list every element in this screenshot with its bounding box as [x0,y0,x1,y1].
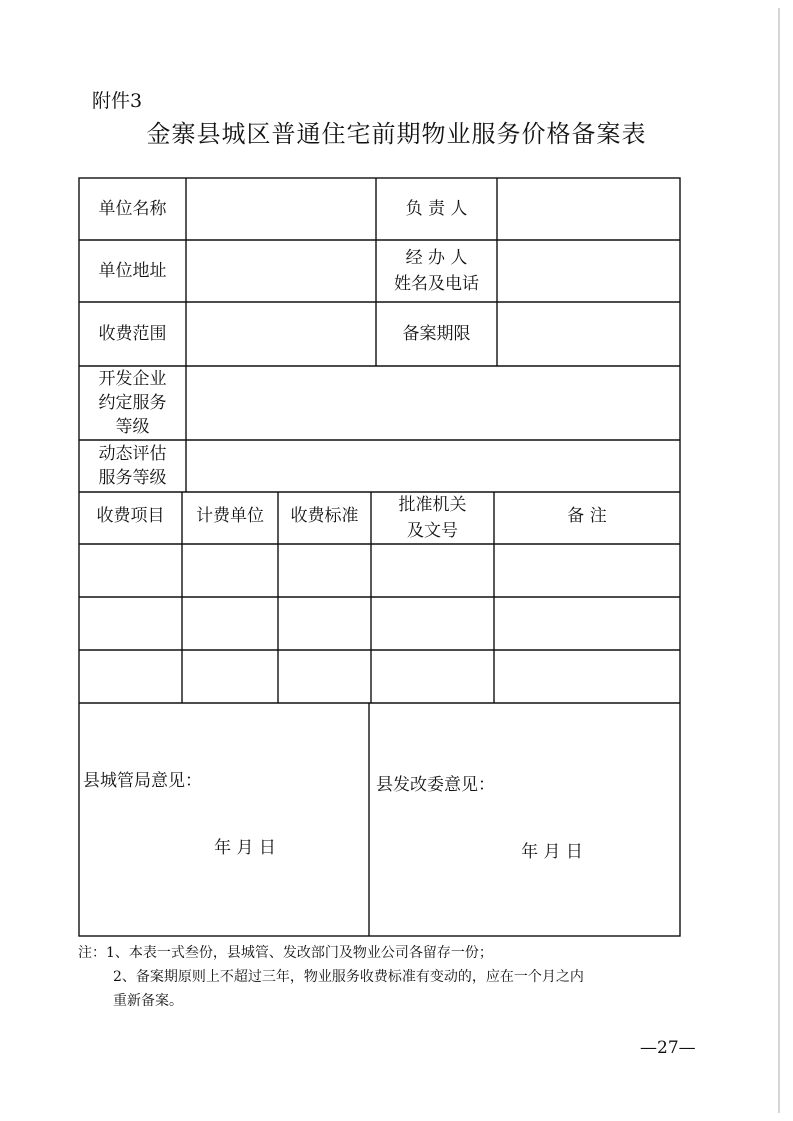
unit-address-label: 单位地址 [98,261,167,281]
handler-label-line1: 经 办 人 [405,248,468,268]
dynamic-service-level-label [79,440,186,492]
note-line-2: 2、备案期原则上不超过三年，物业服务收费标准有变动的，应在一个月之内 [113,969,584,985]
fee-scope-label: 收费范围 [98,324,167,344]
developer-service-level-label [79,366,186,440]
filing-period-field[interactable] [497,302,680,366]
table-row[interactable] [79,597,680,650]
note-line-3: 重新备案。 [113,993,183,1009]
note-line-1: 注：1、本表一式叁份，县城管、发改部门及物业公司各留存一份； [78,945,493,961]
handler-label-line2: 姓名及电话 [394,274,479,294]
developer-level-line1: 开发企业 [98,369,167,389]
developer-level-line3: 等级 [115,417,150,437]
column-header-standard: 收费标准 [290,506,359,526]
handler-label [376,240,497,302]
dynamic-level-line1: 动态评估 [98,444,167,464]
page-title: 金寨县城区普通住宅前期物业服务价格备案表 [146,120,647,148]
person-in-charge-label: 负 责 人 [405,199,468,219]
date-right: 年 月 日 [521,842,583,862]
attachment-label: 附件3 [92,90,143,112]
dynamic-service-level-field[interactable] [186,440,680,492]
table-row[interactable] [79,544,680,597]
approval-line1: 批准机关 [398,495,467,515]
column-header-unit: 计费单位 [196,506,264,526]
county-management-opinion-label: 县城管局意见： [83,771,202,791]
unit-name-field[interactable] [186,178,376,240]
person-in-charge-field[interactable] [497,178,680,240]
column-header-item: 收费项目 [96,506,165,526]
fee-scope-field[interactable] [186,302,376,366]
filing-period-label: 备案期限 [402,324,471,344]
page-number: —27— [640,1038,696,1058]
developer-level-line2: 约定服务 [98,393,167,413]
table-row[interactable] [79,650,680,703]
date-left: 年 月 日 [214,838,276,858]
unit-address-field[interactable] [186,240,376,302]
ndrc-opinion-label: 县发改委意见： [376,775,495,795]
approval-line2: 及文号 [407,521,458,541]
handler-field[interactable] [497,240,680,302]
column-header-approval [371,492,494,544]
developer-service-level-field[interactable] [186,366,680,440]
unit-name-label: 单位名称 [98,199,167,219]
dynamic-level-line2: 服务等级 [98,468,167,488]
column-header-remarks: 备 注 [567,506,607,526]
